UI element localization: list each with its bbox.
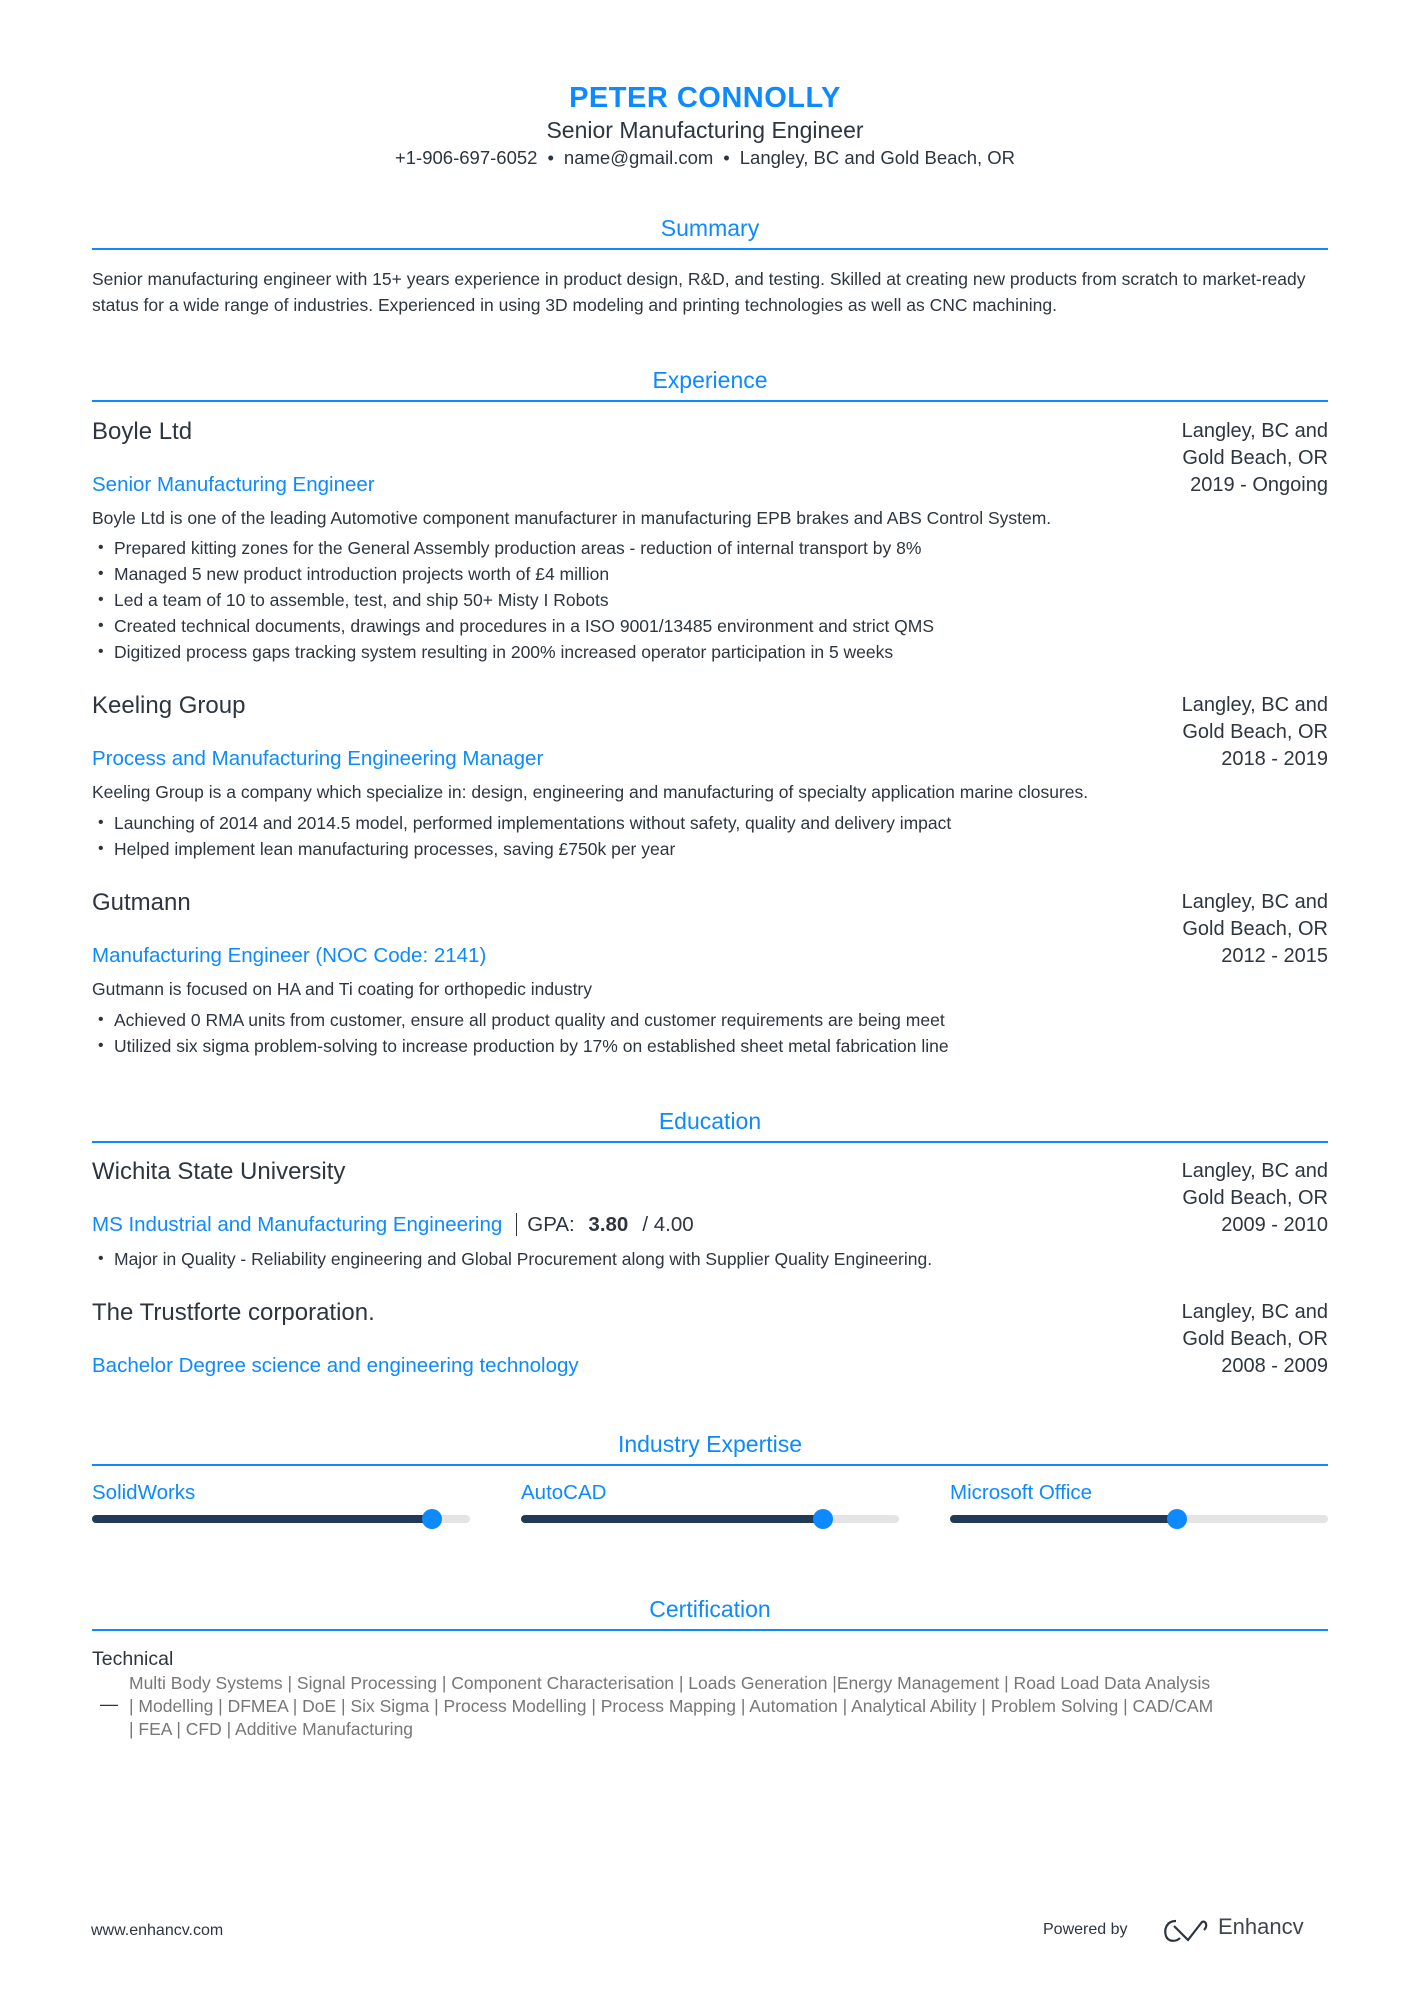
skill-solidworks [92,1481,470,1505]
bullet: • Created technical documents, drawings and procedures in a ISO 9001/13485 environment and strict QMS [92,613,934,639]
location: Langley, BC and [1181,694,1328,716]
education-entry [92,1299,1328,1377]
entry-meta [1108,889,1328,970]
location: Langley, BC and [1181,891,1328,913]
skill-microsoft-office [950,1481,1328,1505]
separator: • [723,147,730,168]
contact-line [0,147,1410,169]
summary-text: Senior manufacturing engineer with 15+ years experience in product design, R&D, and testing. Skilled at creating new products from scratch to market-ready status for a wide range of industries. Experienced in using 3D modeling and printing technologies as well as CNC machining. [92,269,1306,315]
skill-bar [92,1515,470,1523]
cert-line: | FEA | CFD | Additive Manufacturing [129,1719,414,1739]
skill-name: Microsoft Office [950,1481,1093,1504]
section-heading-experience: Experience [92,367,1328,402]
job-title: Process and Manufacturing Engineering Manager [92,747,544,770]
section-heading-certification: Certification [92,1596,1328,1631]
location: Gold Beach, OR [1182,1187,1328,1209]
location: Gold Beach, OR [1182,1328,1328,1350]
bullet-list [92,535,934,665]
location: Langley, BC and [1181,420,1328,442]
bullet: • Major in Quality - Reliability engineering and Global Procurement along with Supplier Quality Engineering. [92,1246,932,1272]
location: Langley, BC and Gold Beach, OR [739,147,1016,168]
bullet: • Launching of 2014 and 2014.5 model, performed implementations without safety, quality and delivery impact [92,810,951,836]
cert-line: | Modelling | DFMEA | DoE | Six Sigma | Process Modelling | Process Mapping | Automation | Analytical Ability | Problem Solving | CAD/CAM [129,1696,1214,1716]
bullet: • Utilized six sigma problem-solving to increase production by 17% on established sheet metal fabrication line [92,1033,949,1059]
section-heading-summary: Summary [92,215,1328,250]
cert-line: Multi Body Systems | Signal Processing | Component Characterisation | Loads Generation |Energy Management | Road Load Data Analysis [129,1673,1211,1693]
candidate-title: Senior Manufacturing Engineer [546,117,864,143]
company-name: Boyle Ltd [92,418,193,445]
company-description: Keeling Group is a company which specialize in: design, engineering and manufacturing of specialty application marine closures. [92,782,1089,802]
experience-entry [92,889,1328,1056]
phone: +1-906-697-6052 [394,147,538,168]
entry-meta [1108,692,1328,773]
skill-fill [521,1515,823,1523]
bullet: • Managed 5 new product introduction projects worth of £4 million [92,561,934,587]
gpa-max: / 4.00 [642,1213,694,1236]
school-name: The Trustforte corporation. [92,1299,375,1326]
footer-website[interactable]: www.enhancv.com [91,1922,224,1939]
entry-meta [1108,418,1328,499]
job-title: Manufacturing Engineer (NOC Code: 2141) [92,944,487,967]
skill-knob [422,1509,442,1529]
enhancv-logo-icon [1162,1918,1210,1949]
dates: 2008 - 2009 [1221,1355,1328,1377]
dates: 2012 - 2015 [1221,945,1328,967]
skill-fill [92,1515,432,1523]
powered-by: Powered by [1043,1921,1128,1938]
skill-knob [813,1509,833,1529]
certification-description [129,1672,1339,1741]
skill-name: AutoCAD [521,1481,607,1504]
bullet-list [92,1007,949,1059]
entry-meta [1108,1299,1328,1380]
experience-entry [92,418,1328,662]
certification-title: Technical [92,1648,174,1670]
location: Gold Beach, OR [1182,721,1328,743]
location: Langley, BC and [1181,1160,1328,1182]
bullet-list [92,810,951,862]
skill-autocad [521,1481,899,1505]
email: name@gmail.com [563,147,714,168]
bullet: • Helped implement lean manufacturing processes, saving £750k per year [92,836,951,862]
school-name: Wichita State University [92,1158,346,1185]
company-name: Keeling Group [92,692,246,719]
enhancv-brand: Enhancv [1218,1914,1304,1939]
section-heading-education: Education [92,1108,1328,1143]
gpa-value: 3.80 [588,1213,629,1236]
candidate-name: PETER CONNOLLY [569,82,841,114]
skill-fill [950,1515,1177,1523]
company-name: Gutmann [92,889,191,916]
location: Langley, BC and [1181,1301,1328,1323]
location: Gold Beach, OR [1182,918,1328,940]
company-description: Boyle Ltd is one of the leading Automotive component manufacturer in manufacturing EPB brakes and ABS Control System. [92,508,1052,528]
location: Gold Beach, OR [1182,447,1328,469]
bullet: • Led a team of 10 to assemble, test, and ship 50+ Misty I Robots [92,587,934,613]
bullet: • Digitized process gaps tracking system resulting in 200% increased operator participation in 5 weeks [92,639,934,665]
education-entry [92,1158,1328,1269]
gpa-label: GPA: [527,1213,575,1236]
separator: • [547,147,554,168]
entry-meta [1108,1158,1328,1239]
degree: Bachelor Degree science and engineering technology [92,1354,579,1377]
company-description: Gutmann is focused on HA and Ti coating for orthopedic industry [92,979,593,999]
job-title: Senior Manufacturing Engineer [92,473,375,496]
skill-bar [950,1515,1328,1523]
dash: — [100,1694,118,1714]
skill-knob [1167,1509,1187,1529]
experience-entry [92,692,1328,859]
bullet-list [92,1246,932,1272]
skill-name: SolidWorks [92,1481,196,1504]
bullet: • Prepared kitting zones for the General Assembly production areas - reduction of internal transport by 8% [92,535,934,561]
bullet: • Achieved 0 RMA units from customer, ensure all product quality and customer requirements are being meet [92,1007,949,1033]
dates: 2018 - 2019 [1221,748,1328,770]
dates: 2009 - 2010 [1221,1214,1328,1236]
section-heading-expertise: Industry Expertise [92,1431,1328,1466]
degree-line [92,1213,694,1237]
degree: MS Industrial and Manufacturing Engineering [92,1213,503,1236]
dates: 2019 - Ongoing [1190,474,1328,496]
skill-bar [521,1515,899,1523]
